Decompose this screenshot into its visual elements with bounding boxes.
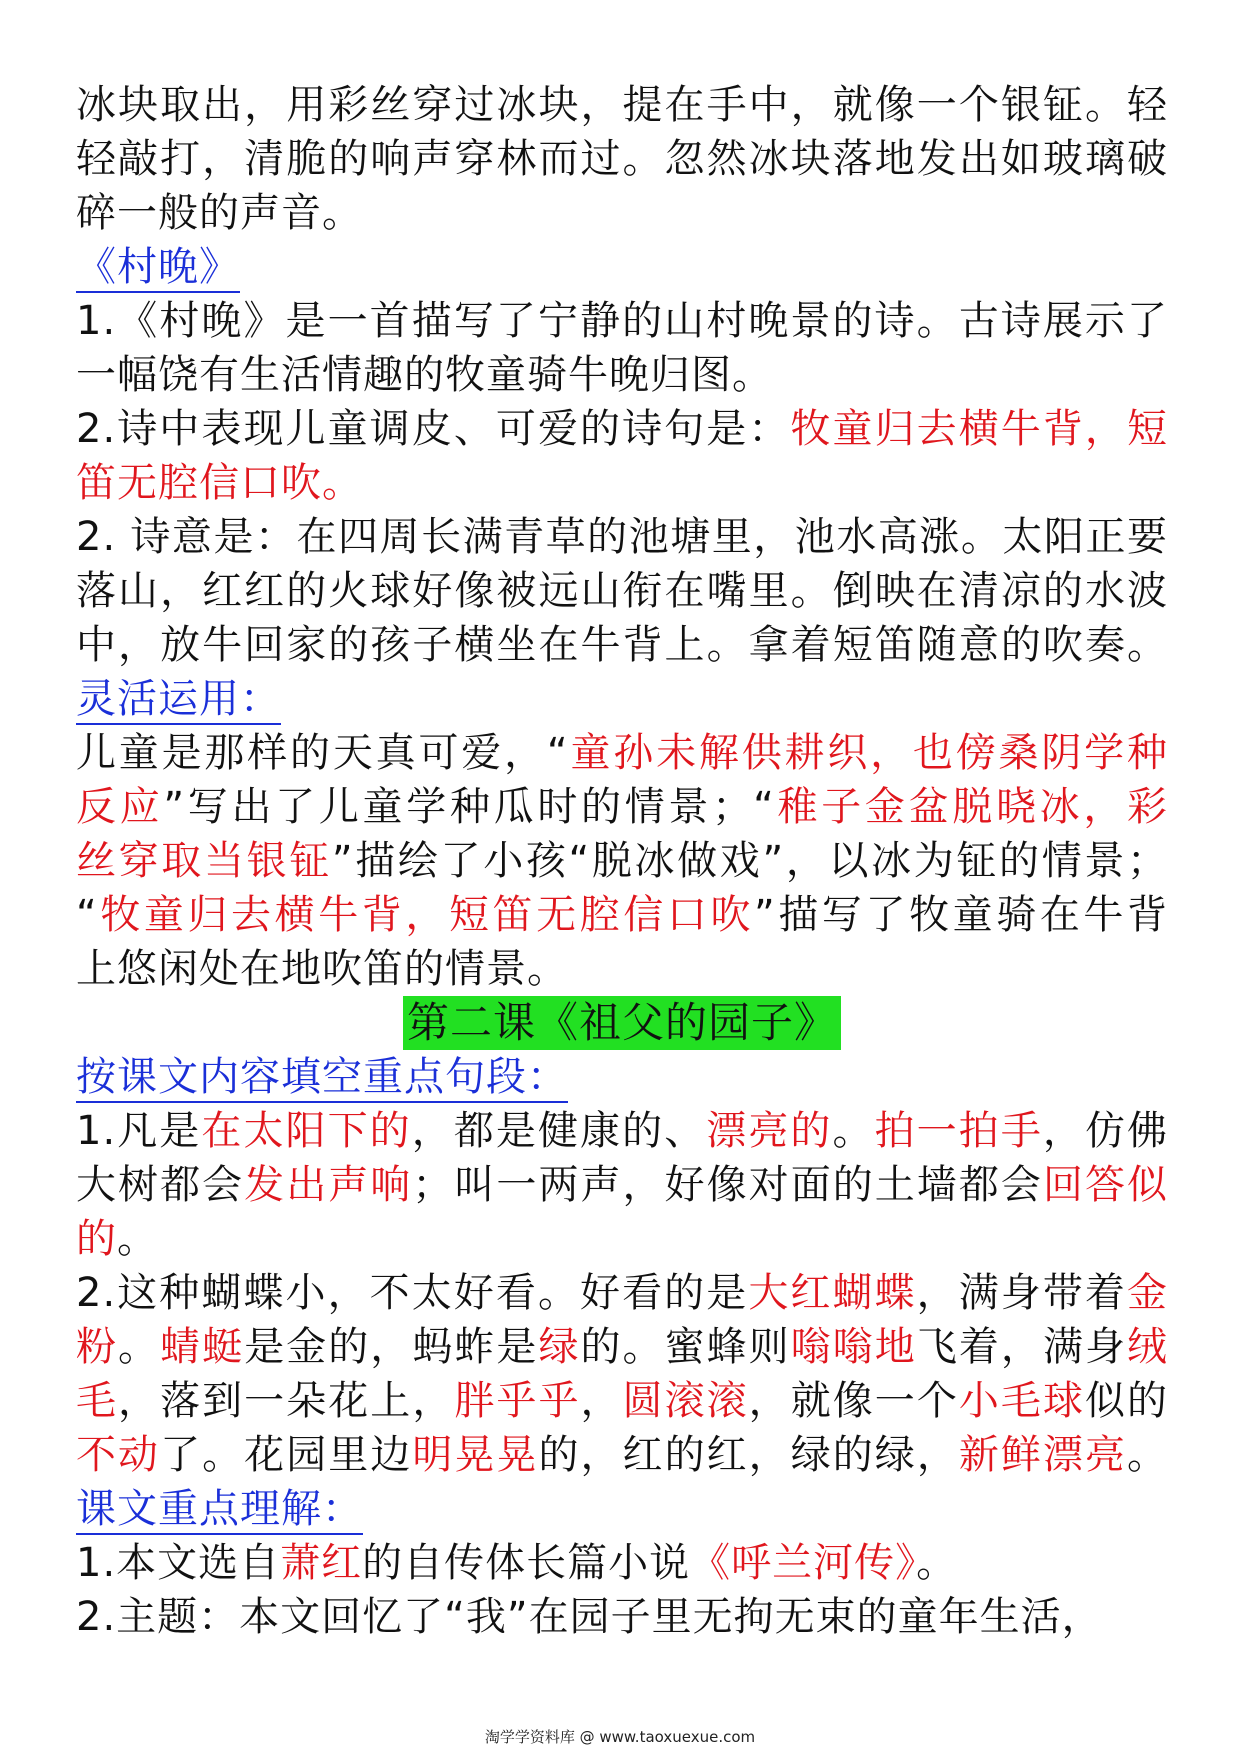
section-heading-cunwan (76, 240, 1168, 294)
highlight-text: 绒 (1127, 1324, 1169, 1370)
highlight-text: 漂亮的 (706, 1108, 833, 1154)
text-line (76, 1374, 1168, 1428)
text-segment: ”写出了儿童学种瓜时的情景；“ (163, 784, 775, 830)
heading-text: 课文重点理解： (76, 1485, 363, 1535)
text-line (76, 1104, 1168, 1158)
section-heading-linghuo (76, 672, 1168, 726)
text-segment: 是金的，蚂蚱是 (244, 1324, 539, 1370)
text-segment: ， (580, 1378, 623, 1424)
footer-watermark: 淘学学资料库 @ www.taoxuexue.com (484, 1728, 756, 1746)
highlight-text: 大红蝴蝶 (748, 1270, 917, 1316)
document-page (76, 78, 1168, 1644)
highlight-text: 毛 (76, 1378, 119, 1424)
text-line (76, 834, 1168, 888)
text-line (76, 780, 1168, 834)
text-segment: 的。蜜蜂则 (580, 1324, 791, 1370)
text-segment: 。 (832, 1108, 875, 1154)
highlight-text: 绿 (538, 1324, 581, 1370)
text-segment: “ (76, 892, 98, 938)
text-segment: 。 (117, 1216, 158, 1262)
highlight-text: 圆滚滚 (622, 1378, 749, 1424)
text-segment: ，就像一个 (748, 1378, 959, 1424)
text-line (76, 1320, 1168, 1374)
highlight-text: 反应 (76, 784, 164, 830)
highlight-text: 嗡嗡地 (790, 1324, 917, 1370)
heading-text: 灵活运用： (76, 675, 281, 725)
text-segment: ，满身带着 (916, 1270, 1128, 1316)
highlight-text: 回答似 (1042, 1162, 1169, 1208)
text-line (76, 456, 1168, 510)
highlight-text: 《呼兰河传》 (690, 1540, 917, 1586)
text-segment: 2.诗中表现儿童调皮、可爱的诗句是： (76, 406, 791, 452)
highlight-text: 蜻蜓 (160, 1324, 245, 1370)
text-segment: 的，红的红，绿的绿， (538, 1432, 959, 1478)
text-line (76, 726, 1168, 780)
highlight-text: 稚子金盆脱晓冰，彩 (774, 784, 1169, 830)
highlight-text: 胖乎乎 (454, 1378, 581, 1424)
text-segment: ，仿佛 (1042, 1108, 1169, 1154)
heading-text: 《村晚》 (76, 243, 240, 293)
section-heading-fill (76, 1050, 1168, 1104)
text-segment: 。 (118, 1324, 161, 1370)
text-segment: ，落到一朵花上， (118, 1378, 455, 1424)
highlight-text: 牧童归去横牛背，短 (790, 406, 1169, 452)
text-segment: 。 (1127, 1432, 1169, 1478)
highlight-text: 牧童归去横牛背，短笛无腔信口吹 (97, 892, 755, 938)
text-segment: 的自传体长篇小说 (362, 1540, 691, 1586)
highlight-text: 新鲜漂亮 (958, 1432, 1128, 1478)
text-segment: 1.凡是 (76, 1108, 202, 1154)
highlight-text: 发出声响 (244, 1162, 413, 1208)
highlight-text: 明晃晃 (412, 1432, 539, 1478)
heading-text: 按课文内容填空重点句段： (76, 1053, 568, 1103)
text-line (76, 1266, 1168, 1320)
lesson-title-row (76, 996, 1168, 1050)
text-segment: ”描绘了小孩“脱冰做戏”，以冰为钲的情景； (331, 838, 1169, 884)
text-line: 碎一般的声音。 (76, 190, 363, 236)
text-line (76, 1428, 1168, 1482)
text-line: 2.主题：本文回忆了“我”在园子里无拘无束的童年生活， (76, 1594, 1103, 1640)
text-line: 一幅饶有生活情趣的牧童骑牛晚归图。 (76, 352, 773, 398)
text-segment: ”描写了牧童骑在牛背 (754, 892, 1169, 938)
text-line: 上悠闲处在地吹笛的情景。 (76, 946, 568, 992)
highlight-text: 在太阳下的 (201, 1108, 412, 1154)
lesson-title: 第二课《祖父的园子》 (403, 996, 841, 1050)
text-segment: 大树都会 (76, 1162, 245, 1208)
text-line (76, 1212, 1168, 1266)
text-line: 落山，红红的火球好像被远山衔在嘴里。倒映在清凉的水波 (76, 568, 1168, 614)
text-segment: 了。花园里边 (160, 1432, 413, 1478)
highlight-text: 粉 (76, 1324, 119, 1370)
highlight-text: 童孙未解供耕织，也傍桑阴学种 (568, 730, 1168, 776)
text-line: 中，放牛回家的孩子横坐在牛背上。拿着短笛随意的吹奏。 (76, 622, 1168, 668)
text-line: 1.《村晚》是一首描写了宁静的山村晚景的诗。古诗展示了 (76, 298, 1168, 344)
highlight-text: 不动 (76, 1432, 161, 1478)
text-line (76, 1158, 1168, 1212)
highlight-text: 笛无腔信口吹。 (76, 460, 363, 506)
highlight-text: 拍一拍手 (874, 1108, 1043, 1154)
text-line (76, 1536, 1168, 1590)
section-heading-understand (76, 1482, 1168, 1536)
highlight-text: 丝穿取当银钲 (76, 838, 332, 884)
text-line: 轻敲打，清脆的响声穿林而过。忽然冰块落地发出如玻璃破 (76, 136, 1168, 182)
text-line: 冰块取出，用彩丝穿过冰块，提在手中，就像一个银钲。轻 (76, 82, 1168, 128)
text-line (76, 402, 1168, 456)
text-line: 2. 诗意是：在四周长满青草的池塘里，池水高涨。太阳正要 (76, 514, 1168, 560)
text-line (76, 888, 1168, 942)
text-segment: 2.这种蝴蝶小，不太好看。好看的是 (76, 1270, 749, 1316)
text-segment: 。 (916, 1540, 958, 1586)
text-segment: ；叫一两声，好像对面的土墙都会 (412, 1162, 1043, 1208)
text-segment: 儿童是那样的天真可爱，“ (76, 730, 569, 776)
text-segment: 飞着，满身 (916, 1324, 1128, 1370)
highlight-text: 金 (1127, 1270, 1169, 1316)
highlight-text: 萧红 (280, 1540, 363, 1586)
text-segment: 1.本文选自 (76, 1540, 281, 1586)
text-segment: 似的 (1085, 1378, 1169, 1424)
text-segment: ，都是健康的、 (411, 1108, 707, 1154)
highlight-text: 小毛球 (958, 1378, 1085, 1424)
highlight-text: 的 (76, 1216, 117, 1262)
